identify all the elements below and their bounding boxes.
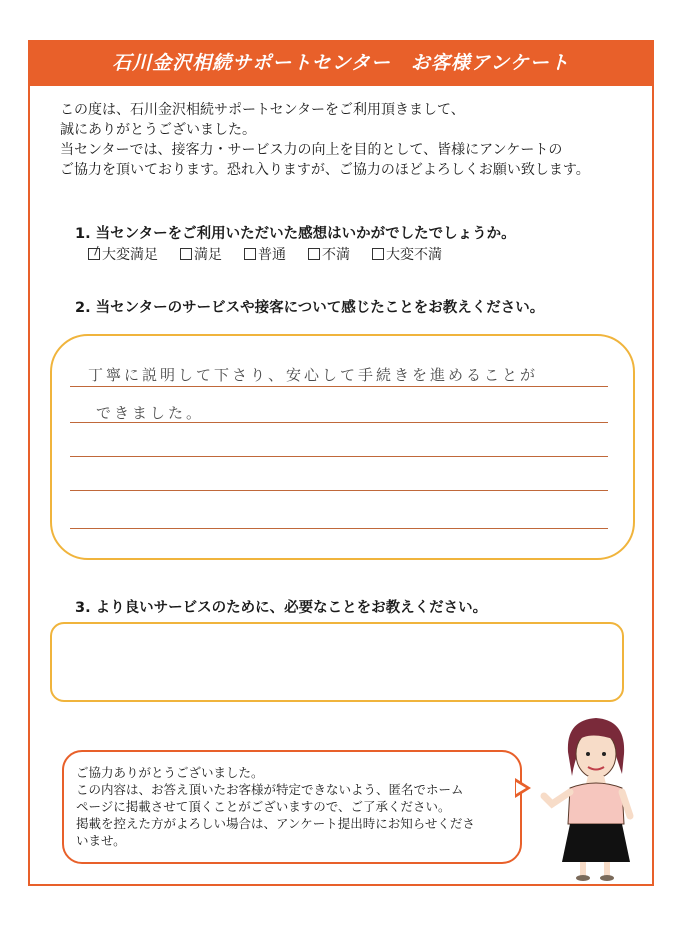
checkbox-icon[interactable] — [244, 248, 256, 260]
checkbox-icon[interactable] — [308, 248, 320, 260]
option-neutral[interactable]: 普通 — [244, 244, 286, 264]
checkbox-icon[interactable] — [372, 248, 384, 260]
thanks-line: いませ。 — [76, 833, 126, 848]
intro-line: この度は、石川金沢相続サポートセンターをご利用頂きまして、 — [60, 102, 465, 118]
handwritten-answer-line-1: 丁寧に説明して下さり、安心して手続きを進めることが — [88, 366, 539, 384]
answer-rule — [70, 456, 608, 457]
checkbox-icon[interactable] — [180, 248, 192, 260]
intro-text — [60, 100, 640, 180]
thanks-line: 掲載を控えた方がよろしい場合は、アンケート提出時にお知らせくださ — [76, 816, 475, 831]
staff-illustration-icon — [538, 712, 648, 882]
thanks-message — [76, 764, 475, 849]
answer-box-3[interactable] — [50, 622, 624, 702]
answer-rule — [70, 528, 608, 529]
checkbox-icon[interactable] — [88, 248, 100, 260]
thanks-line: この内容は、お答え頂いたお客様が特定できないよう、匿名でホーム — [76, 782, 464, 797]
intro-line: ご協力を頂いております。恐れ入りますが、ご協力のほどよろしくお願い致します。 — [60, 162, 590, 178]
answer-rule — [70, 386, 608, 387]
survey-title: 石川金沢相続サポートセンター お客様アンケート — [28, 40, 654, 86]
option-satisfied[interactable]: 満足 — [180, 244, 222, 264]
option-very-satisfied[interactable]: 大変満足 — [88, 244, 158, 264]
intro-line: 誠にありがとうございました。 — [60, 122, 256, 138]
question-3: 3. より良いサービスのために、必要なことをお教えください。 — [75, 600, 488, 616]
thanks-line: ご協力ありがとうございました。 — [76, 765, 264, 780]
option-dissatisfied[interactable]: 不満 — [308, 244, 350, 264]
thanks-line: ページに掲載させて頂くことがございますので、ご了承ください。 — [76, 799, 451, 814]
intro-line: 当センターでは、接客力・サービス力の向上を目的として、皆様にアンケートの — [60, 142, 563, 158]
question-2: 2. 当センターのサービスや接客について感じたことをお教えください。 — [75, 300, 545, 316]
handwritten-answer-line-2: できました。 — [96, 404, 205, 422]
satisfaction-options — [88, 244, 442, 264]
option-very-dissatisfied[interactable]: 大変不満 — [372, 244, 442, 264]
answer-rule — [70, 490, 608, 491]
question-1: 1. 当センターをご利用いただいた感想はいかがでしたでしょうか。 — [75, 226, 516, 242]
